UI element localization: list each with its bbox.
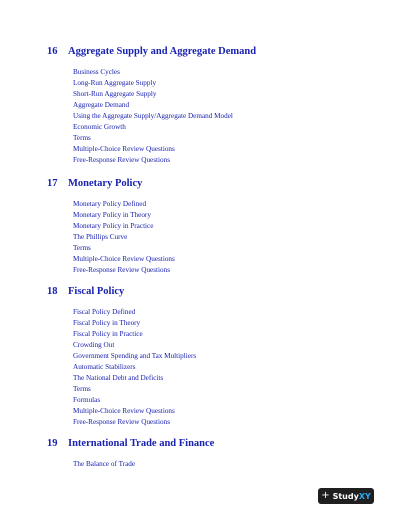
- section-link[interactable]: Fiscal Policy in Theory: [73, 318, 141, 327]
- section-link[interactable]: Formulas: [73, 395, 101, 404]
- section-link[interactable]: Multiple-Choice Review Questions: [73, 254, 175, 263]
- chapter-heading[interactable]: [47, 286, 124, 300]
- chapter-number: 19: [47, 438, 58, 449]
- section-link[interactable]: Government Spending and Tax Multipliers: [73, 351, 197, 360]
- section-link[interactable]: Crowding Out: [73, 340, 115, 349]
- chapter-number: 17: [47, 178, 58, 189]
- section-link[interactable]: Business Cycles: [73, 68, 120, 76]
- section-link[interactable]: Long-Run Aggregate Supply: [73, 78, 157, 87]
- section-link[interactable]: Free-Response Review Questions: [73, 155, 171, 164]
- chapter-title: International Trade and Finance: [68, 438, 215, 449]
- studyxy-logo[interactable]: [318, 488, 374, 504]
- chapter-title: Monetary Policy: [68, 178, 143, 189]
- section-link[interactable]: Free-Response Review Questions: [73, 417, 171, 426]
- section-link[interactable]: The Phillips Curve: [73, 232, 128, 241]
- plus-icon: +: [321, 490, 330, 501]
- section-link[interactable]: Monetary Policy in Theory: [73, 210, 151, 219]
- chapter-number: 16: [47, 46, 58, 57]
- section-link[interactable]: Terms: [73, 133, 91, 142]
- section-link[interactable]: The Balance of Trade: [73, 460, 136, 468]
- chapter-heading[interactable]: [47, 46, 256, 60]
- section-link[interactable]: Fiscal Policy Defined: [73, 308, 136, 316]
- chapter-title: Aggregate Supply and Aggregate Demand: [68, 46, 257, 57]
- section-link[interactable]: Using the Aggregate Supply/Aggregate Demand Model: [73, 111, 233, 120]
- section-link[interactable]: Multiple-Choice Review Questions: [73, 144, 175, 153]
- chapter-title: Fiscal Policy: [68, 286, 125, 297]
- section-link[interactable]: Multiple-Choice Review Questions: [73, 406, 175, 415]
- section-link[interactable]: Fiscal Policy in Practice: [73, 329, 143, 338]
- section-link[interactable]: Terms: [73, 384, 91, 393]
- chapter-heading[interactable]: [47, 178, 142, 192]
- section-link[interactable]: The National Debt and Deficits: [73, 373, 164, 382]
- brand-suffix: XY: [358, 491, 371, 501]
- section-link[interactable]: Free-Response Review Questions: [73, 265, 171, 274]
- section-link[interactable]: Aggregate Demand: [73, 100, 130, 109]
- section-link[interactable]: Monetary Policy Defined: [73, 200, 147, 208]
- section-link[interactable]: Economic Growth: [73, 122, 126, 131]
- section-link[interactable]: Monetary Policy in Practice: [73, 221, 154, 230]
- brand-prefix: Study: [332, 491, 359, 501]
- chapter-number: 18: [47, 286, 58, 297]
- chapter-heading[interactable]: [47, 438, 214, 452]
- section-link[interactable]: Terms: [73, 243, 91, 252]
- section-link[interactable]: Short-Run Aggregate Supply: [73, 89, 157, 98]
- section-link[interactable]: Automatic Stabilizers: [73, 362, 136, 371]
